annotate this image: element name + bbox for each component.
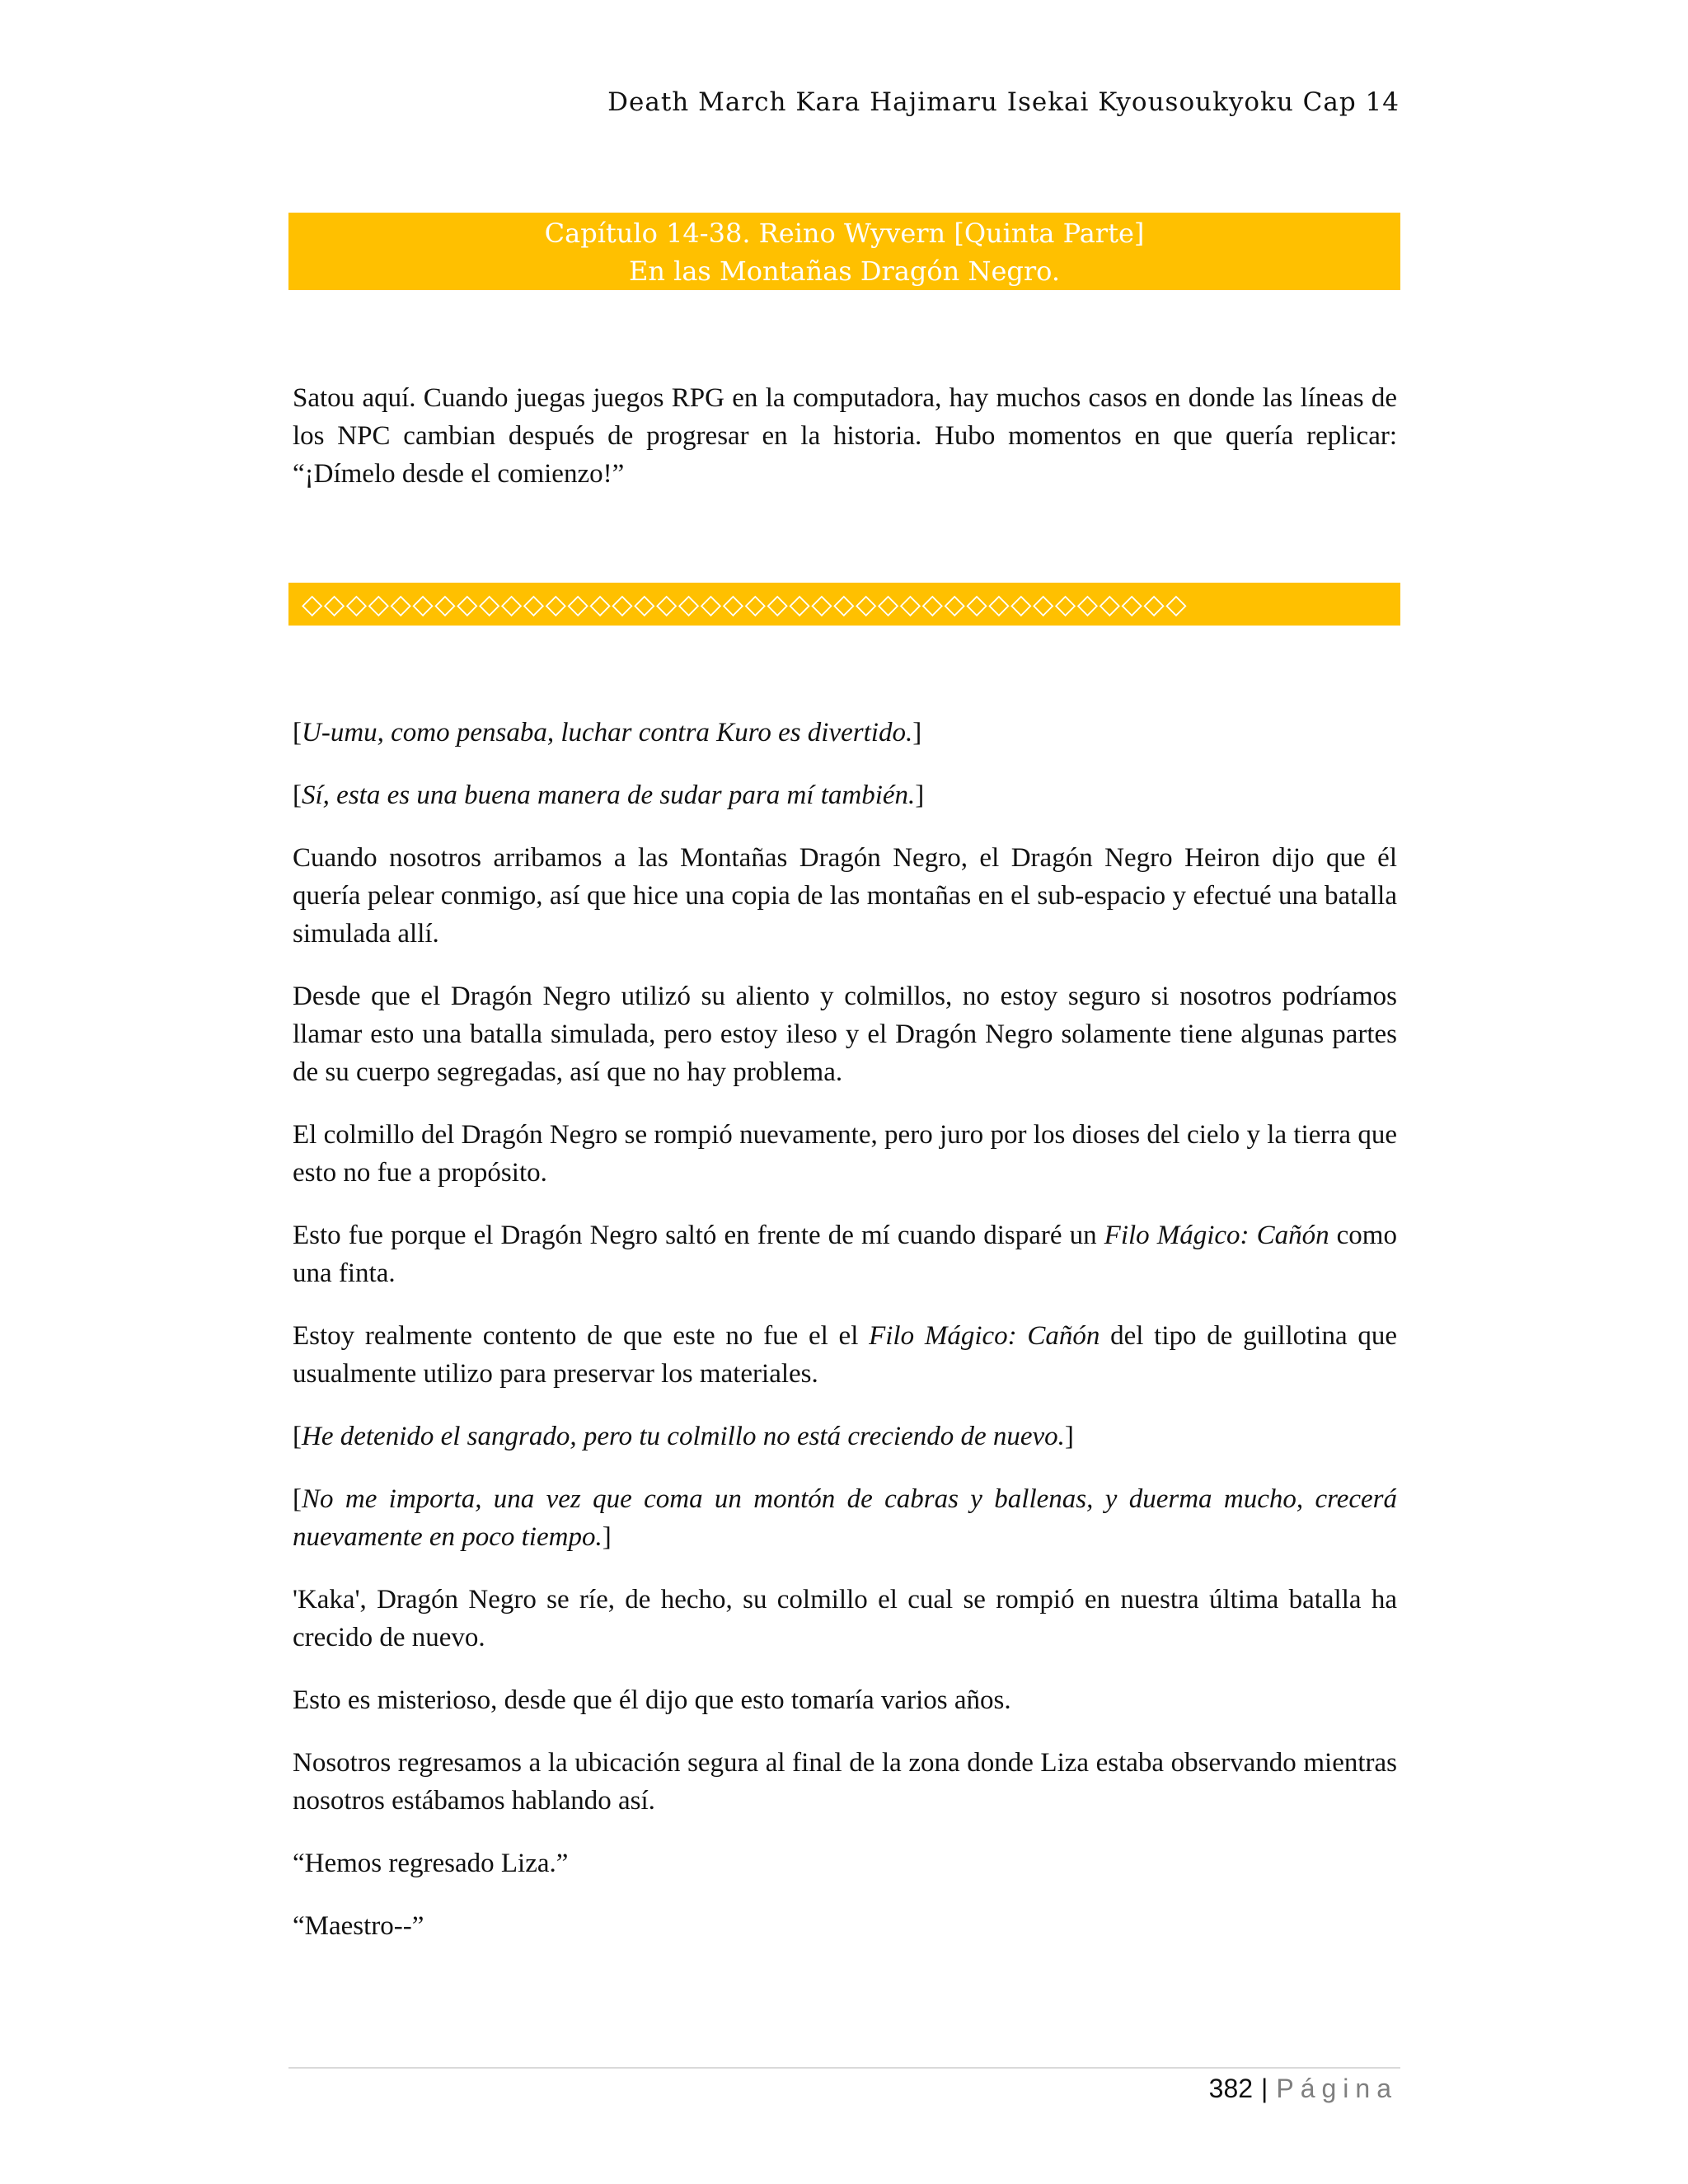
narration-paragraph: Nosotros regresamos a la ubicación segura al final de la zona donde Liza estaba observando mientras nosotros estábamos hablando así.: [293, 1748, 1397, 1816]
page-label: Página: [1276, 2074, 1398, 2103]
chapter-title-banner: [288, 213, 1400, 290]
narration-paragraph: 'Kaka', Dragón Negro se ríe, de hecho, su colmillo el cual se rompió en nuestra última batalla ha crecido de nuevo.: [293, 1585, 1397, 1652]
document-header: Death March Kara Hajimaru Isekai Kyousoukyoku Cap 14: [607, 87, 1400, 117]
page-number: 382: [1208, 2074, 1254, 2103]
footer-separator: |: [1261, 2074, 1268, 2103]
narration-paragraph: Desde que el Dragón Negro utilizó su aliento y colmillos, no estoy seguro si nosotros podríamos llamar esto una batalla simulada, pero estoy ileso y el Dragón Negro solamente tiene algunas partes de su cuerpo segregadas, así que no hay problema.: [293, 982, 1397, 1087]
body-text: [293, 714, 1397, 1970]
dialogue-paragraph: [U-umu, como pensaba, luchar contra Kuro es divertido.]: [293, 718, 922, 748]
dialogue-paragraph: [No me importa, una vez que coma un montón de cabras y ballenas, y duerma mucho, crecerá nuevamente en poco tiempo.]: [293, 1484, 1397, 1552]
dialogue-paragraph: [Sí, esta es una buena manera de sudar para mí también.]: [293, 780, 925, 810]
narration-paragraph: Esto fue porque el Dragón Negro saltó en frente de mí cuando disparé un Filo Mágico: Cañón como una finta.: [293, 1221, 1397, 1288]
dialogue-paragraph: [He detenido el sangrado, pero tu colmillo no está creciendo de nuevo.]: [293, 1422, 1074, 1451]
intro-paragraph: Satou aquí. Cuando juegas juegos RPG en la computadora, hay muchos casos en donde las líneas de los NPC cambian después de progresar en la historia. Hubo momentos en que quería replicar: “¡Dímelo desde el comienzo!”: [293, 383, 1397, 489]
narration-paragraph: Estoy realmente contento de que este no fue el el Filo Mágico: Cañón del tipo de guillotina que usualmente utilizo para preservar los materiales.: [293, 1321, 1398, 1389]
chapter-subtitle: En las Montañas Dragón Negro.: [628, 255, 1061, 287]
intro-section: [293, 379, 1397, 493]
dialogue-paragraph: “Hemos regresado Liza.”: [293, 1849, 569, 1878]
dialogue-paragraph: “Maestro--”: [293, 1911, 424, 1941]
section-divider: ◇◇◇◇◇◇◇◇◇◇◇◇◇◇◇◇◇◇◇◇◇◇◇◇◇◇◇◇◇◇◇◇◇◇◇◇◇◇◇◇: [288, 583, 1400, 626]
chapter-title: Capítulo 14-38. Reino Wyvern [Quinta Parte]: [544, 218, 1145, 249]
narration-paragraph: Cuando nosotros arribamos a las Montañas Dragón Negro, el Dragón Negro Heiron dijo que él quería pelear conmigo, así que hice una copia de las montañas en el sub-espacio y efectué una batalla simulada allí.: [293, 843, 1397, 949]
narration-paragraph: Esto es misterioso, desde que él dijo que esto tomaría varios años.: [293, 1685, 1011, 1715]
narration-paragraph: El colmillo del Dragón Negro se rompió nuevamente, pero juro por los dioses del cielo y la tierra que esto no fue a propósito.: [293, 1120, 1397, 1188]
footer-divider: [288, 2067, 1400, 2069]
page-footer: [1209, 2074, 1398, 2104]
